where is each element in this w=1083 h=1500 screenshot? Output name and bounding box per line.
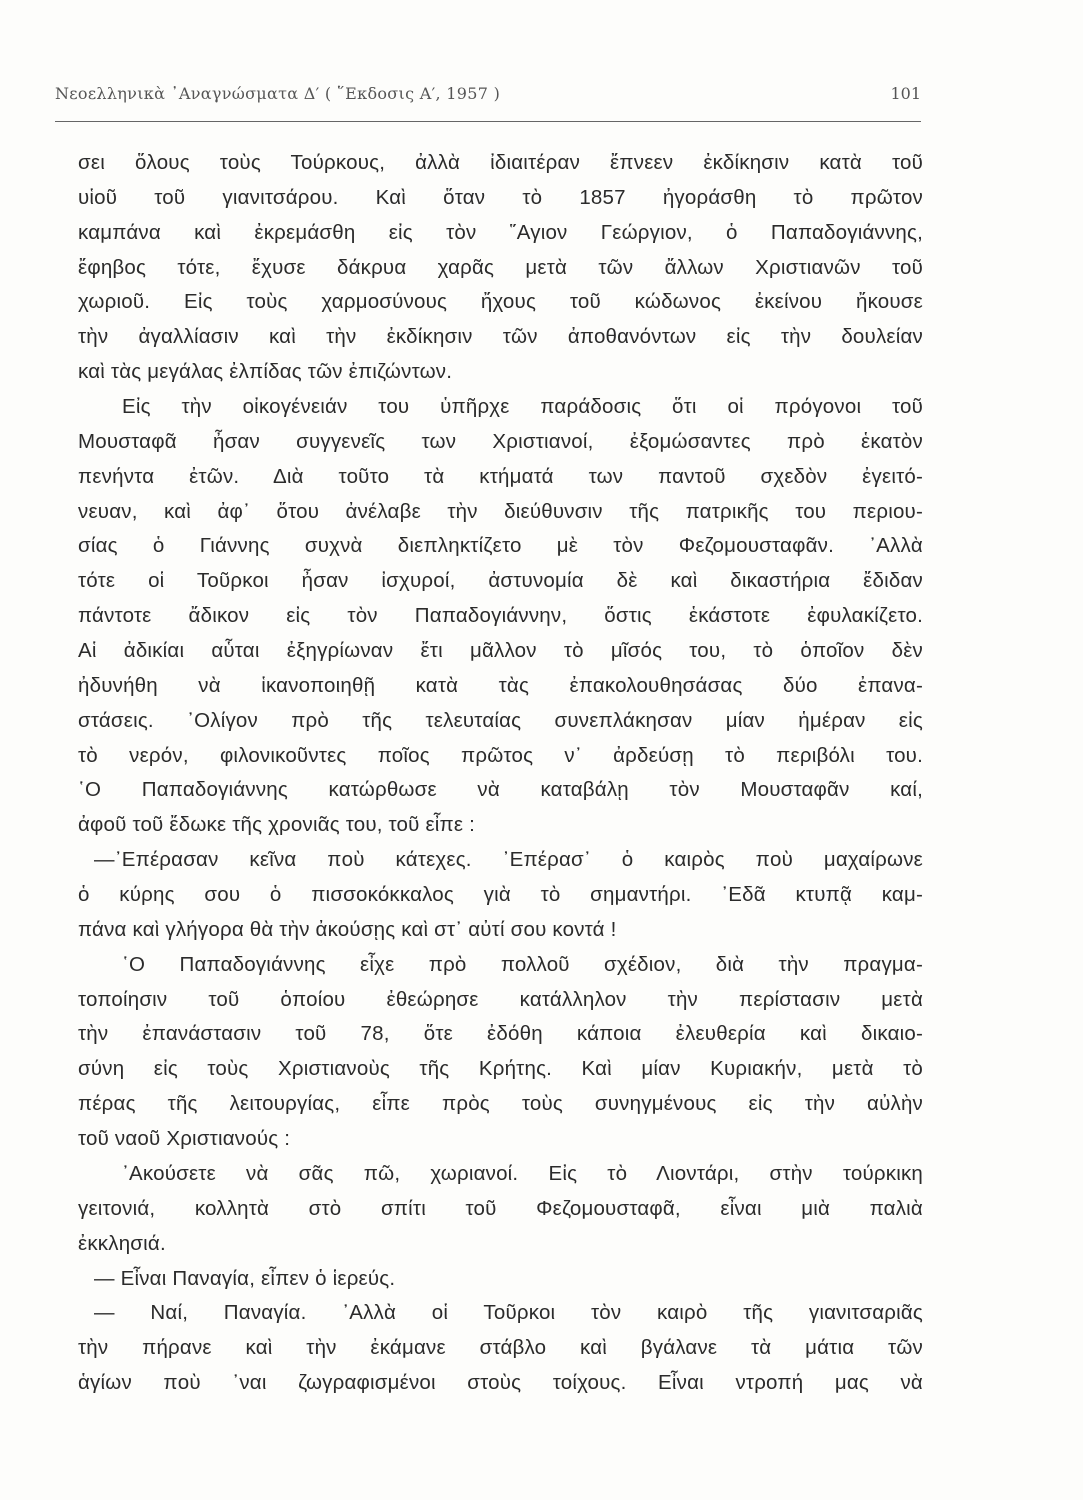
text-line: στάσεις. ᾽Ολίγον πρὸ τῆς τελευταίας συνεπλάκησαν μίαν ἡμέραν εἰς: [78, 708, 923, 732]
text-line: σίας ὁ Γιάννης συχνὰ διεπληκτίζετο μὲ τὸν Φεζομουσταφᾶν. ᾽Αλλὰ: [78, 534, 923, 558]
text-line: — Ναί, Παναγία. ᾽Αλλὰ οἱ Τοῦρκοι τὸν καιρὸ τῆς γιανιτσαριᾶς: [94, 1301, 923, 1325]
body-text: [78, 146, 923, 1401]
text-line: υἱοῦ τοῦ γιανιτσάρου. Καὶ ὅταν τὸ 1857 ἠγοράσθη τὸ πρῶτον: [78, 185, 923, 209]
text-line: —᾽Επέρασαν κεῖνα πoὺ κάτεχες. ᾽Επέρασ᾽ ὁ καιρὸς πoὺ μαχαίρωνε: [94, 848, 923, 872]
text-line: ῾Ο Παπαδογιάννης κατώρθωσε νὰ καταβάλῃ τὸν Μουσταφᾶν καί,: [78, 778, 923, 802]
header-rule: [55, 121, 921, 122]
text-line: σει ὅλους τοὺς Τούρκους, ἀλλὰ ἰδιαιτέραν ἔπνεεν ἐκδίκησιν κατὰ τοῦ: [78, 151, 923, 174]
text-line: ὁ κύρης σου ὁ πισσοκόκκαλος γιὰ τὸ σημαντήρι. ᾽Εδᾶ κτυπᾷ καμ-: [78, 883, 923, 907]
text-line: ἠδυνήθη νὰ ἱκανοποιηθῇ κατὰ τὰς ἐπακολουθησάσας δύο ἐπανα-: [78, 673, 923, 697]
text-line: καμπάνα καὶ ἐκρεμάσθη εἰς τὸν ῞Αγιον Γεώργιον, ὁ Παπαδογιάννης,: [78, 220, 923, 244]
text-line: καὶ τὰς μεγάλας ἐλπίδας τῶν ἐπιζώντων.: [78, 360, 453, 384]
text-line: ἀφοῦ τοῦ ἔδωκε τῆς χρονιᾶς του, τοῦ εἶπε :: [78, 813, 476, 837]
text-line: τὴν ἐπανάστασιν τοῦ 78, ὅτε ἐδόθη κάποια ἐλευθερία καὶ δικαιο-: [78, 1022, 923, 1046]
text-line: ἐκκλησιά.: [78, 1231, 166, 1255]
text-line: — Εἶναι Παναγία, εἶπεν ὁ ἱερεύς.: [94, 1266, 396, 1290]
page-number: 101: [890, 84, 921, 103]
text-line: Μουσταφᾶ ἦσαν συγγενεῖς των Χριστιανοί, ἐξομώσαντες πρὸ ἑκατὸν: [78, 429, 923, 453]
text-line: ῾Ο Παπαδογιάννης εἶχε πρὸ πολλοῦ σχέδιον, διὰ τὴν πραγμα-: [122, 952, 923, 976]
text-line: νευαν, καὶ ἀφ᾽ ὅτου ἀνέλαβε τὴν διεύθυνσιν τῆς πατρικῆς του περιου-: [78, 499, 923, 523]
text-line: πενήντα ἐτῶν. Διὰ τοῦτο τὰ κτήματά των παντοῦ σχεδὸν ἐγειτό-: [78, 464, 923, 488]
text-line: πάνα καὶ γλήγορα θὰ τὴν ἀκούσῃς καὶ στ᾽ αὐτί σου κοντά !: [78, 917, 617, 941]
text-line: σύνη εἰς τοὺς Χριστιανοὺς τῆς Κρήτης. Καὶ μίαν Κυριακήν, μετὰ τὸ: [78, 1057, 923, 1081]
text-line: τοῦ ναοῦ Χριστιανούς :: [78, 1127, 291, 1151]
text-line: ἔφηβος τότε, ἔχυσε δάκρυα χαρᾶς μετὰ τῶν ἄλλων Χριστιανῶν τοῦ: [78, 255, 923, 279]
running-header: [55, 84, 921, 112]
header-title: Νεοελληνικὰ ᾽Αναγνώσματα Δ′ ( ῞Εκδοσις Α′, 1957 ): [55, 84, 501, 103]
text-line: ᾽Ακούσετε νὰ σᾶς πῶ, χωριανοί. Εἰς τὸ Λιοντάρι, στὴν τούρκικη: [122, 1161, 923, 1185]
text-line: Εἰς τὴν οἰκογένειάν του ὑπῆρχε παράδοσις ὅτι οἱ πρόγονοι τοῦ: [122, 395, 923, 419]
text-line: πάντοτε ἄδικον εἰς τὸν Παπαδογιάννην, ὅστις ἑκάστοτε ἐφυλακίζετο.: [78, 604, 923, 628]
text-line: χωριοῦ. Εἰς τοὺς χαρμοσύνους ἤχους τοῦ κώδωνος ἐκείνου ἤκουσε: [78, 290, 923, 314]
text-line: ἁγίων πoὺ ᾽ναι ζωγραφισμένοι στοὺς τοίχους. Εἶναι ντροπή μας νὰ: [78, 1371, 923, 1395]
text-line: πέρας τῆς λειτουργίας, εἶπε πρὸς τοὺς συνηγμένους εἰς τὴν αὐλὴν: [78, 1092, 923, 1116]
text-line: τοποίησιν τοῦ ὁποίου ἐθεώρησε κατάλληλον τὴν περίστασιν μετὰ: [78, 987, 923, 1011]
text-line: τὸ νερόν, φιλονικοῦντες ποῖος πρῶτος ν᾽ ἀρδεύσῃ τὸ περιβόλι του.: [78, 743, 923, 767]
text-line: τότε οἱ Τοῦρκοι ἦσαν ἰσχυροί, ἀστυνομία δὲ καὶ δικαστήρια ἔδιδαν: [78, 569, 923, 593]
text-line: γειτονιά, κολλητὰ στὸ σπίτι τοῦ Φεζομουσταφᾶ, εἶναι μιὰ παλιὰ: [78, 1196, 923, 1220]
text-line: Αἱ ἀδικίαι αὗται ἐξηγρίωναν ἔτι μᾶλλον τὸ μῖσός του, τὸ ὁποῖον δὲν: [78, 639, 923, 663]
text-line: τὴν πήρανε καὶ τὴν ἐκάμανε στάβλο καὶ βγάλανε τὰ μάτια τῶν: [78, 1336, 923, 1360]
text-line: τὴν ἀγαλλίασιν καὶ τὴν ἐκδίκησιν τῶν ἀποθανόντων εἰς τὴν δουλείαν: [78, 325, 923, 349]
